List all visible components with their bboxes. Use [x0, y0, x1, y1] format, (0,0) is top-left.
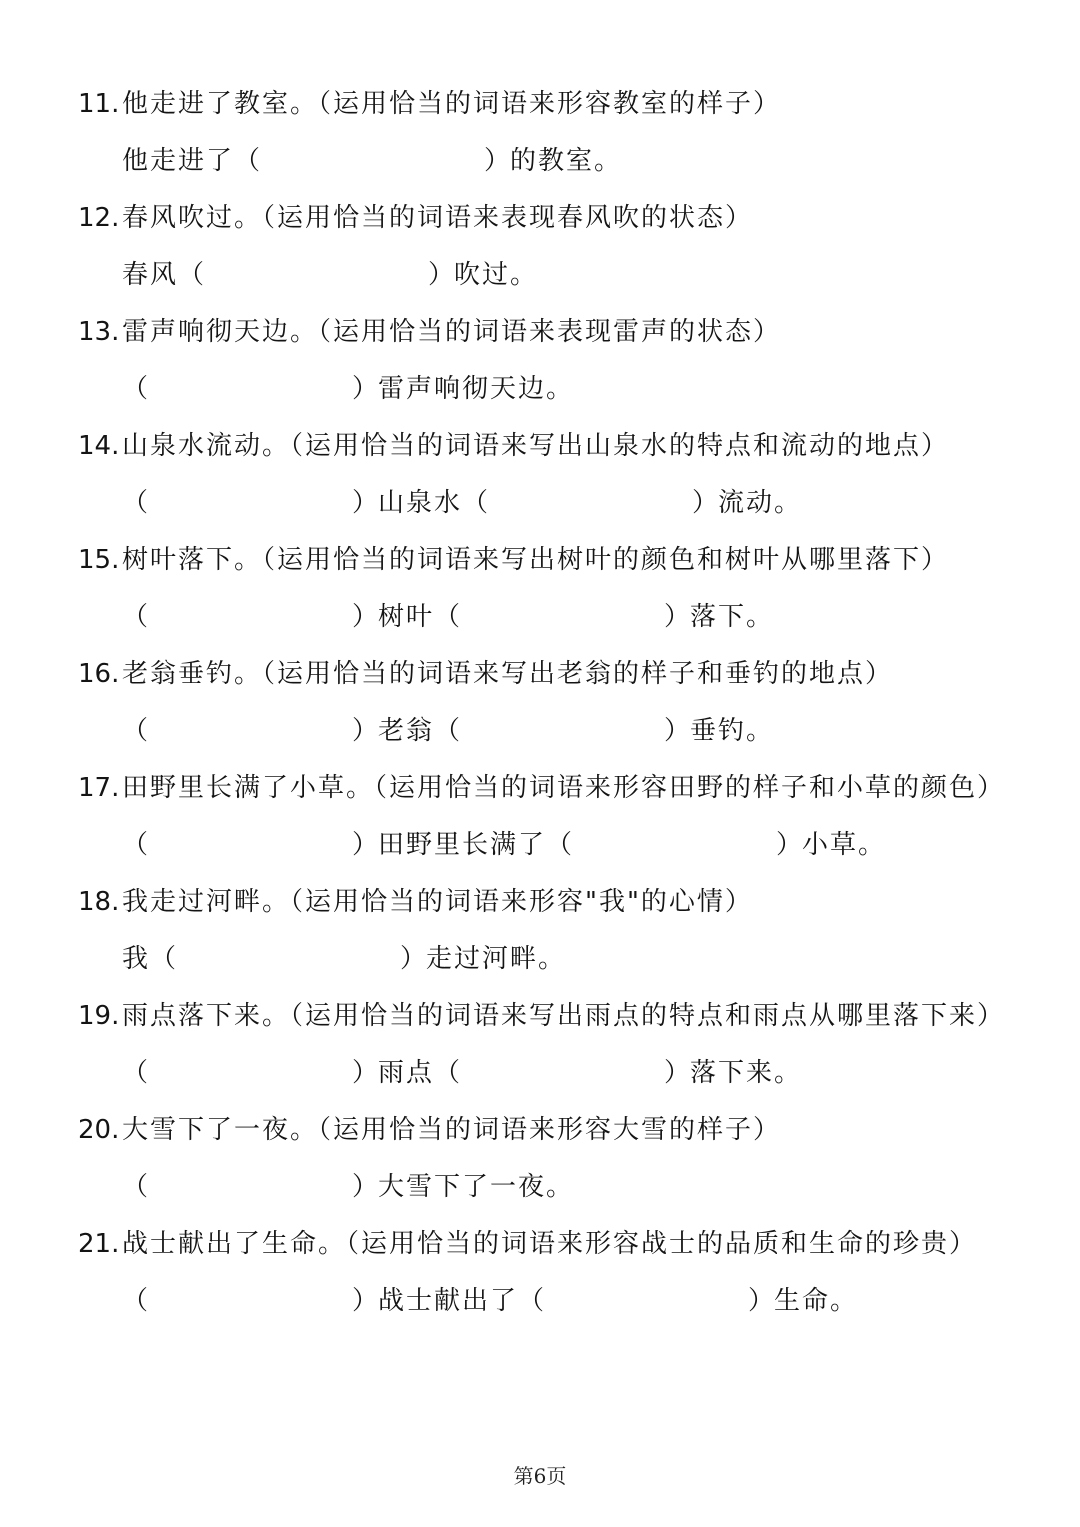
answer-text: 他走进了 — [122, 146, 235, 176]
paren-close: ） — [352, 1172, 381, 1202]
question-number: 14. — [78, 431, 120, 461]
question-prompt — [78, 1224, 977, 1264]
question-number: 13. — [78, 317, 120, 347]
answer-text: 田野里长满了 — [378, 830, 547, 860]
question-text: 田野里长满了小草。（运用恰当的词语来形容田野的样子和小草的颜色） — [122, 773, 1006, 803]
question-prompt — [78, 426, 949, 466]
answer-blank[interactable] — [148, 731, 352, 732]
paren-close: ） — [428, 260, 457, 290]
question-15 — [0, 540, 1080, 654]
question-number: 18. — [78, 887, 120, 917]
paren-open: （ — [122, 1058, 151, 1088]
paren-close: ） — [352, 716, 381, 746]
question-prompt — [78, 654, 893, 694]
question-text: 雨点落下来。（运用恰当的词语来写出雨点的特点和雨点从哪里落下来） — [122, 1001, 1006, 1031]
answer-blank[interactable] — [488, 503, 692, 504]
paren-open: （ — [122, 716, 151, 746]
paren-open: （ — [434, 602, 463, 632]
answer-line — [122, 825, 886, 865]
answer-blank[interactable] — [460, 731, 664, 732]
answer-line — [122, 255, 538, 295]
paren-close: ） — [776, 830, 805, 860]
question-text: 春风吹过。（运用恰当的词语来表现春风吹的状态） — [122, 203, 754, 233]
paren-open: （ — [122, 374, 151, 404]
question-text: 他走进了教室。（运用恰当的词语来形容教室的样子） — [122, 89, 782, 119]
paren-close: ） — [352, 1058, 381, 1088]
paren-open: （ — [462, 488, 491, 518]
answer-text: 落下来。 — [690, 1058, 803, 1088]
question-18 — [0, 882, 1080, 996]
answer-blank[interactable] — [148, 389, 352, 390]
paren-close: ） — [664, 716, 693, 746]
paren-close: ） — [664, 602, 693, 632]
question-number: 19. — [78, 1001, 120, 1031]
answer-blank[interactable] — [148, 503, 352, 504]
answer-blank[interactable] — [204, 275, 428, 276]
answer-blank[interactable] — [260, 161, 484, 162]
answer-text: 流动。 — [718, 488, 803, 518]
answer-blank[interactable] — [460, 617, 664, 618]
question-text: 大雪下了一夜。（运用恰当的词语来形容大雪的样子） — [122, 1115, 782, 1145]
answer-line — [122, 1053, 802, 1093]
answer-blank[interactable] — [148, 1073, 352, 1074]
question-16 — [0, 654, 1080, 768]
answer-text: 走过河畔。 — [426, 944, 567, 974]
question-number: 20. — [78, 1115, 120, 1145]
answer-line — [122, 141, 622, 181]
question-text: 战士献出了生命。（运用恰当的词语来形容战士的品质和生命的珍贵） — [122, 1229, 978, 1259]
paren-close: ） — [664, 1058, 693, 1088]
paren-open: （ — [234, 146, 263, 176]
question-prompt — [78, 996, 1005, 1036]
answer-line — [122, 369, 574, 409]
question-prompt — [78, 198, 753, 238]
paren-open: （ — [122, 602, 151, 632]
paren-open: （ — [122, 488, 151, 518]
question-19 — [0, 996, 1080, 1110]
paren-close: ） — [352, 488, 381, 518]
paren-close: ） — [352, 602, 381, 632]
answer-text: 山泉水 — [378, 488, 463, 518]
answer-line — [122, 597, 774, 637]
question-number: 16. — [78, 659, 120, 689]
answer-text: 的教室。 — [510, 146, 623, 176]
question-17 — [0, 768, 1080, 882]
question-text: 山泉水流动。（运用恰当的词语来写出山泉水的特点和流动的地点） — [122, 431, 950, 461]
question-number: 17. — [78, 773, 120, 803]
answer-text: 我 — [122, 944, 151, 974]
question-prompt — [78, 768, 1005, 808]
answer-text: 雷声响彻天边。 — [378, 374, 575, 404]
question-text: 我走过河畔。（运用恰当的词语来形容"我"的心情） — [122, 887, 753, 917]
answer-text: 雨点 — [378, 1058, 435, 1088]
answer-blank[interactable] — [148, 845, 352, 846]
answer-blank[interactable] — [544, 1301, 748, 1302]
paren-open: （ — [122, 1172, 151, 1202]
question-20 — [0, 1110, 1080, 1224]
answer-text: 生命。 — [774, 1286, 859, 1316]
question-prompt — [78, 312, 781, 352]
answer-blank[interactable] — [460, 1073, 664, 1074]
paren-close: ） — [352, 1286, 381, 1316]
answer-line — [122, 1167, 574, 1207]
paren-open: （ — [434, 716, 463, 746]
answer-blank[interactable] — [176, 959, 400, 960]
paren-open: （ — [122, 830, 151, 860]
question-number: 21. — [78, 1229, 120, 1259]
paren-close: ） — [748, 1286, 777, 1316]
paren-close: ） — [692, 488, 721, 518]
question-prompt — [78, 882, 753, 922]
paren-open: （ — [178, 260, 207, 290]
question-21 — [0, 1224, 1080, 1338]
paren-open: （ — [518, 1286, 547, 1316]
question-text: 老翁垂钓。（运用恰当的词语来写出老翁的样子和垂钓的地点） — [122, 659, 894, 689]
paren-open: （ — [434, 1058, 463, 1088]
question-number: 15. — [78, 545, 120, 575]
paren-close: ） — [352, 374, 381, 404]
answer-text: 落下。 — [690, 602, 775, 632]
answer-text: 树叶 — [378, 602, 435, 632]
question-11 — [0, 84, 1080, 198]
paren-open: （ — [546, 830, 575, 860]
question-text: 雷声响彻天边。（运用恰当的词语来表现雷声的状态） — [122, 317, 782, 347]
question-12 — [0, 198, 1080, 312]
answer-line — [122, 939, 566, 979]
answer-text: 春风 — [122, 260, 179, 290]
answer-text: 垂钓。 — [690, 716, 775, 746]
page-number: 第6页 — [513, 1464, 567, 1488]
answer-blank[interactable] — [148, 1187, 352, 1188]
answer-blank[interactable] — [148, 1301, 352, 1302]
paren-close: ） — [352, 830, 381, 860]
paren-close: ） — [484, 146, 513, 176]
paren-open: （ — [150, 944, 179, 974]
question-prompt — [78, 1110, 781, 1150]
answer-text: 大雪下了一夜。 — [378, 1172, 575, 1202]
answer-line — [122, 711, 774, 751]
answer-line — [122, 483, 802, 523]
question-number: 11. — [78, 89, 120, 119]
question-13 — [0, 312, 1080, 426]
question-14 — [0, 426, 1080, 540]
answer-blank[interactable] — [572, 845, 776, 846]
answer-text: 老翁 — [378, 716, 435, 746]
paren-open: （ — [122, 1286, 151, 1316]
question-number: 12. — [78, 203, 120, 233]
answer-text: 吹过。 — [454, 260, 539, 290]
question-prompt — [78, 540, 949, 580]
question-prompt — [78, 84, 781, 124]
paren-close: ） — [400, 944, 429, 974]
answer-blank[interactable] — [148, 617, 352, 618]
question-text: 树叶落下。（运用恰当的词语来写出树叶的颜色和树叶从哪里落下） — [122, 545, 950, 575]
answer-text: 小草。 — [802, 830, 887, 860]
answer-text: 战士献出了 — [378, 1286, 519, 1316]
answer-line — [122, 1281, 858, 1321]
